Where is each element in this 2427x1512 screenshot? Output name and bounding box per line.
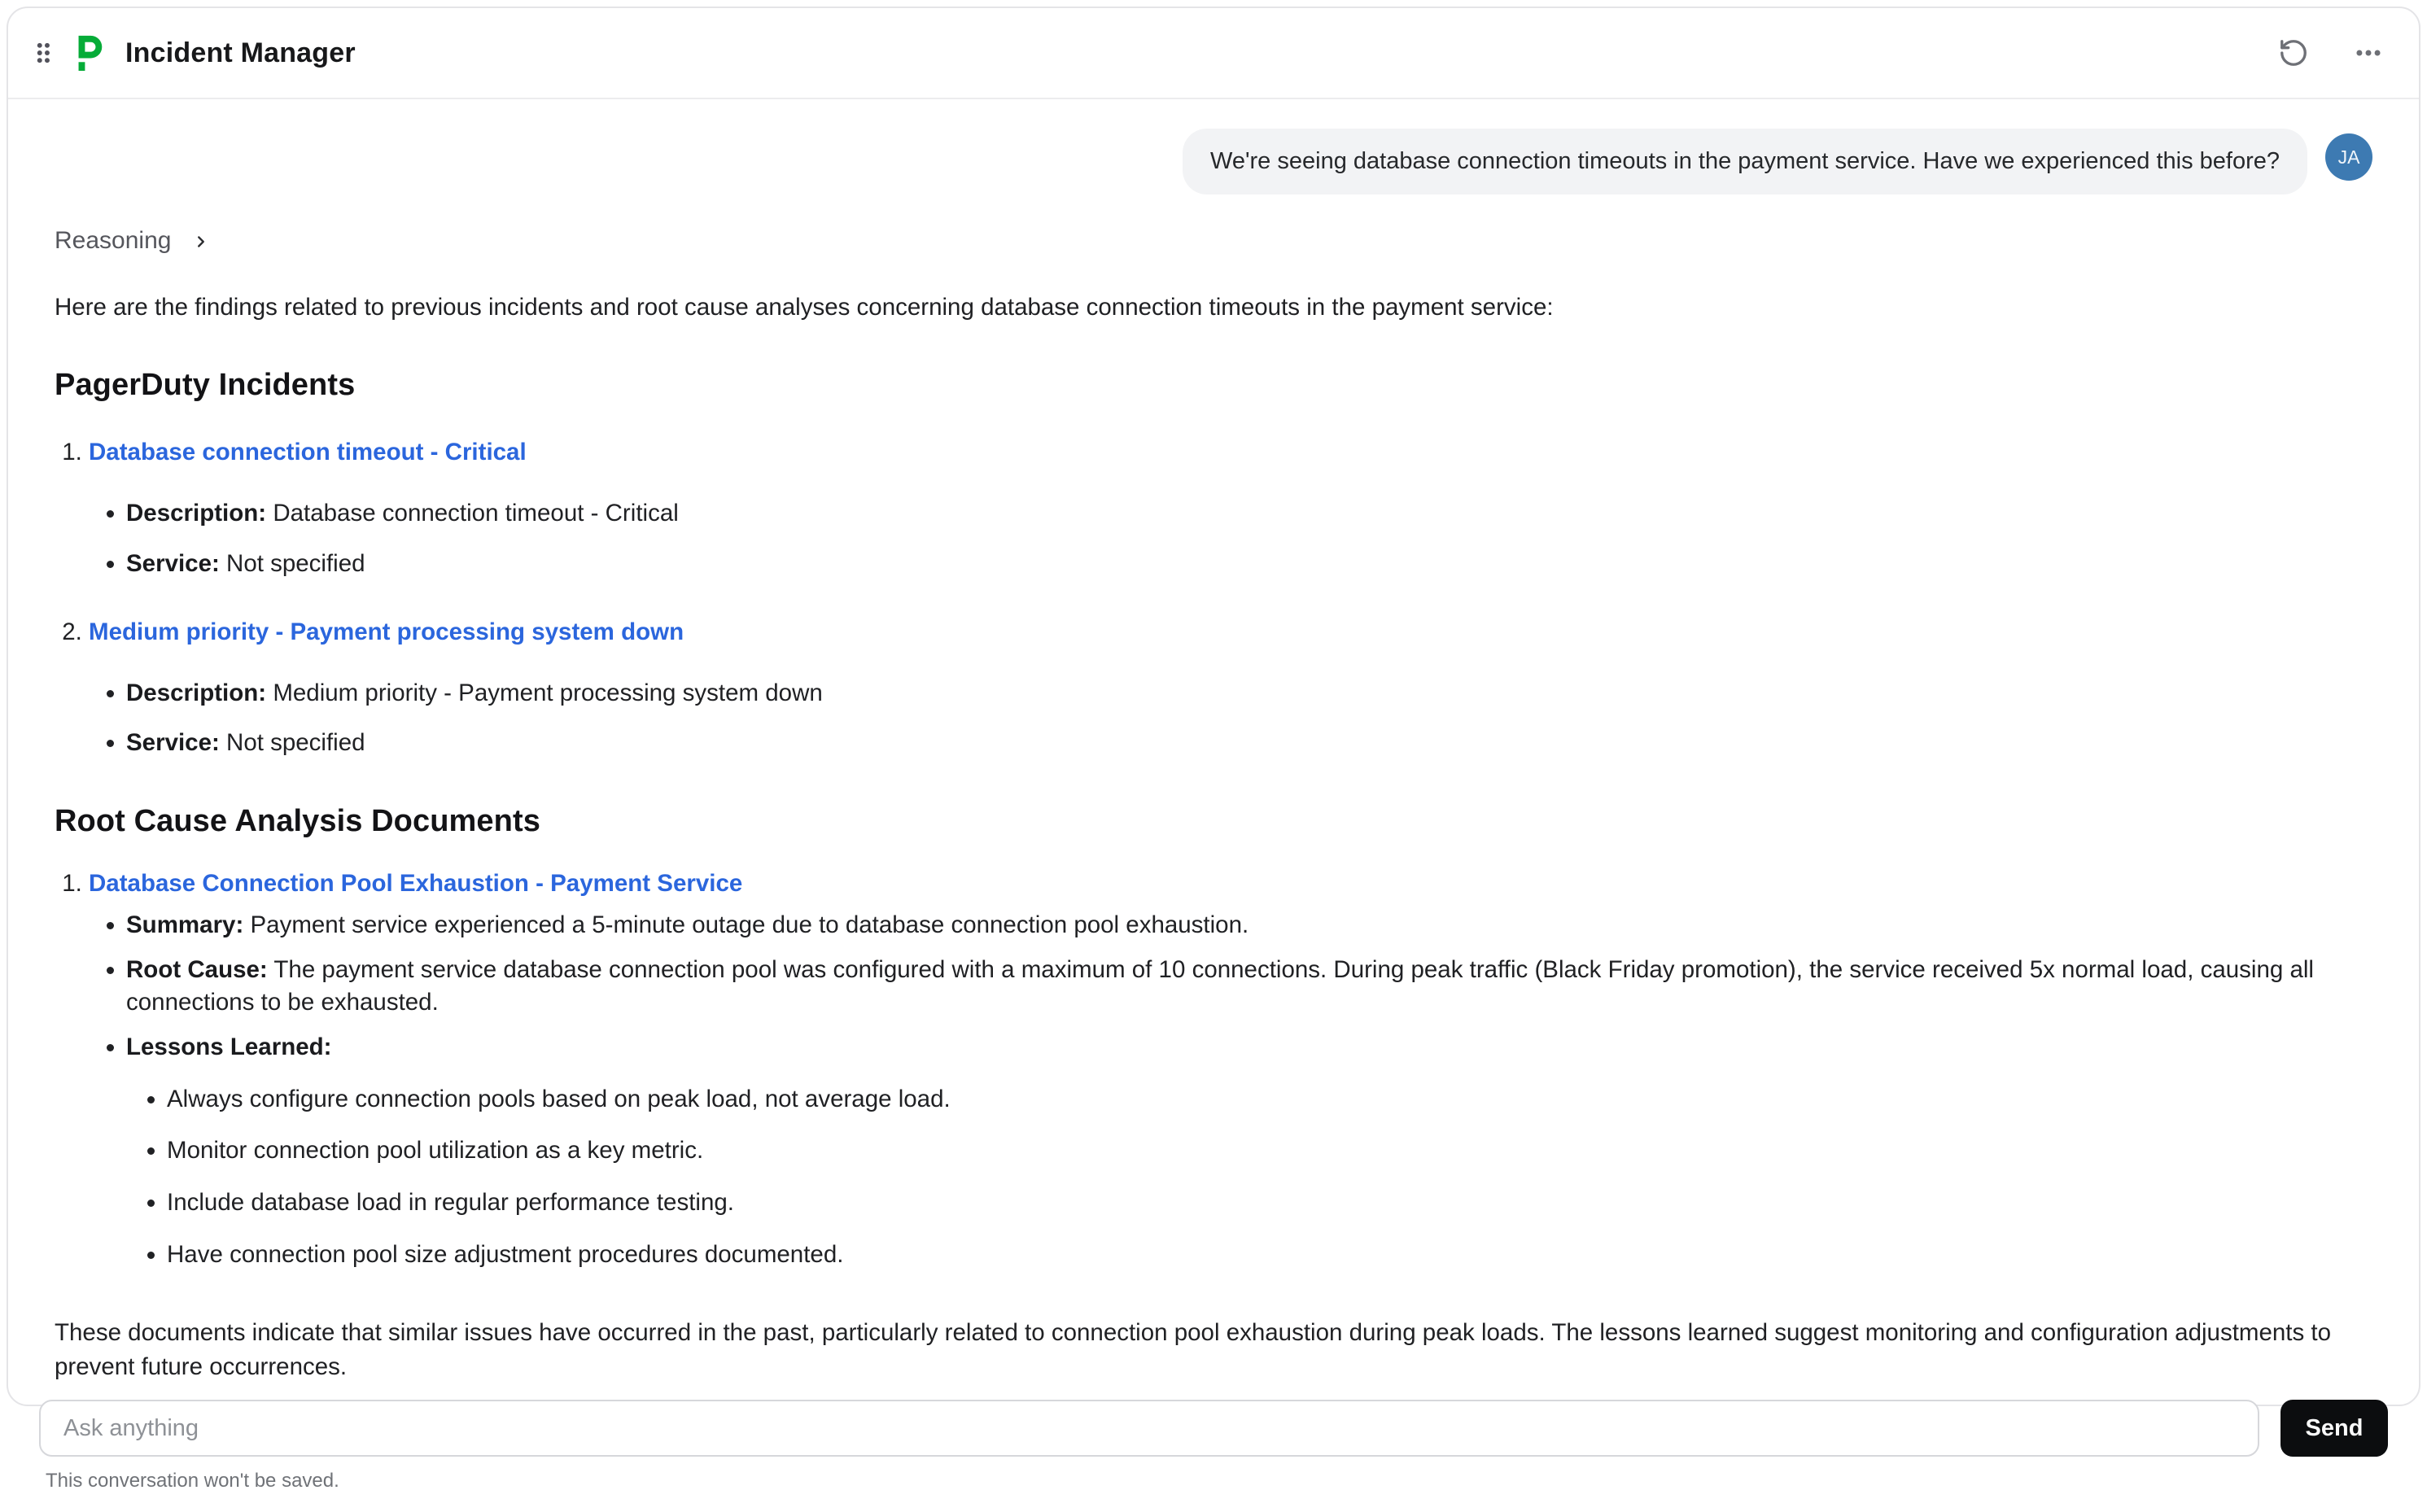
rca-document-item bbox=[89, 870, 2372, 1272]
user-message-row bbox=[55, 129, 2372, 194]
window-header bbox=[8, 8, 2419, 99]
rotate-ccw-icon bbox=[2278, 37, 2309, 68]
composer bbox=[8, 1385, 2419, 1512]
property-row: • Root Cause: The payment service database connection pool was configured with a maximum of 10 connections. During peak traffic (Black Friday promotion), the service received 5x normal load, causing all connections to be exhausted. bbox=[126, 954, 2372, 1020]
more-options-button[interactable] bbox=[2350, 35, 2386, 71]
ellipsis-icon bbox=[2353, 37, 2384, 68]
property-row: • Service: Not specified bbox=[126, 727, 2372, 760]
lesson-item: • Include database load in regular performance testing. bbox=[167, 1186, 2372, 1220]
ask-input[interactable] bbox=[39, 1400, 2259, 1457]
section-heading-pagerduty-incidents: PagerDuty Incidents bbox=[55, 368, 356, 403]
header-left bbox=[29, 33, 356, 72]
incident-item bbox=[89, 618, 2372, 760]
lesson-item: • Always configure connection pools based on peak load, not average load. bbox=[167, 1083, 2372, 1117]
app-title: Incident Manager bbox=[125, 37, 356, 68]
incident-link[interactable]: Medium priority - Payment processing system down bbox=[89, 618, 684, 645]
incident-properties bbox=[89, 497, 2372, 580]
reasoning-label: Reasoning bbox=[55, 226, 172, 254]
property-row: • Description: Medium priority - Payment processing system down bbox=[126, 677, 2372, 710]
pagerduty-logo-icon bbox=[70, 33, 107, 72]
incident-item bbox=[89, 439, 2372, 580]
send-button[interactable]: Send bbox=[2281, 1400, 2388, 1457]
reasoning-toggle[interactable] bbox=[55, 227, 210, 255]
rca-document-list bbox=[55, 870, 2372, 1272]
incident-list bbox=[55, 439, 2372, 760]
section-heading-rca-documents: Root Cause Analysis Documents bbox=[55, 803, 540, 838]
incident-properties bbox=[89, 677, 2372, 760]
incident-manager-window bbox=[7, 7, 2420, 1492]
drag-handle-icon[interactable] bbox=[29, 37, 57, 69]
chevron-right-icon bbox=[192, 233, 210, 251]
property-row: • Summary: Payment service experienced a 5-minute outage due to database connection pool exhaustion. bbox=[126, 909, 2372, 942]
lesson-item: • Monitor connection pool utilization as a key metric. bbox=[167, 1134, 2372, 1168]
rca-document-link[interactable]: Database Connection Pool Exhaustion - Payment Service bbox=[89, 869, 743, 897]
lessons-learned-list bbox=[126, 1083, 2372, 1272]
user-message-bubble: We're seeing database connection timeouts in the payment service. Have we experienced this before? bbox=[1183, 129, 2307, 194]
reset-conversation-button[interactable] bbox=[2276, 35, 2311, 71]
conversation-disclaimer: This conversation won't be saved. bbox=[46, 1470, 339, 1492]
rca-properties bbox=[89, 909, 2372, 1272]
incident-link[interactable]: Database connection timeout - Critical bbox=[89, 439, 527, 466]
assistant-intro: Here are the findings related to previous incidents and root cause analyses concerning database connection timeouts in the payment service: bbox=[55, 293, 1554, 321]
property-row: • Lessons Learned: • Always configure connection pools based on peak load, not average load. • Monitor connection pool utilization as a key metric. • Include database load in regular performance testing. • Have connection pool size adjustment procedures documented. bbox=[126, 1031, 2372, 1272]
assistant-closing: These documents indicate that similar issues have occurred in the past, particularly related to connection pool exhaustion during peak loads. The lessons learned suggest monitoring and configuration adjustments to prevent future occurrences. bbox=[55, 1318, 2332, 1381]
user-avatar: JA bbox=[2325, 133, 2372, 181]
property-row: • Service: Not specified bbox=[126, 548, 2372, 581]
header-actions bbox=[2276, 35, 2386, 71]
lesson-item: • Have connection pool size adjustment procedures documented. bbox=[167, 1239, 2372, 1272]
property-row: • Description: Database connection timeout - Critical bbox=[126, 497, 2372, 531]
chat-transcript bbox=[8, 99, 2419, 1385]
composer-row bbox=[39, 1400, 2388, 1457]
